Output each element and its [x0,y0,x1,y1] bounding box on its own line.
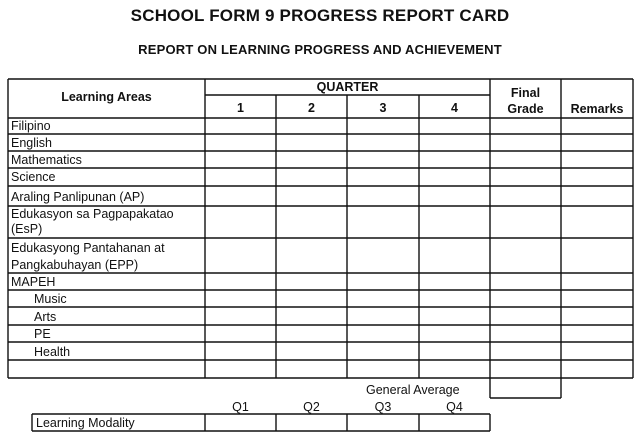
subject-science: Science [11,170,56,184]
modality-q2: Q2 [303,400,320,414]
subject-esp-line1: Edukasyon sa Pagpapakatao [11,207,174,221]
report-title: REPORT ON LEARNING PROGRESS AND ACHIEVEMENT [138,42,502,57]
general-average-cell[interactable] [490,378,561,398]
subject-araling-panlipunan: Araling Panlipunan (AP) [11,190,145,204]
subject-health: Health [34,345,71,359]
subject-esp-line2: (EsP) [11,222,43,236]
subject-mathematics: Mathematics [11,153,82,167]
learning-modality-label: Learning Modality [36,416,135,430]
subject-epp-line2: Pangkabuhayan (EPP) [11,258,139,272]
header-quarter-1: 1 [237,101,244,115]
header-grade: Grade [507,102,544,116]
subject-epp-line1: Edukasyong Pantahanan at [11,241,165,255]
subject-english: English [11,136,52,150]
subject-pe: PE [34,327,51,341]
general-average-label: General Average [366,383,460,397]
header-quarter-4: 4 [451,101,458,115]
subject-arts: Arts [34,310,57,324]
subject-filipino: Filipino [11,119,51,133]
modality-q3: Q3 [374,400,392,414]
header-quarter-3: 3 [379,101,387,115]
modality-q4: Q4 [446,400,463,414]
header-final: Final [510,86,541,100]
subject-mapeh: MAPEH [11,275,56,289]
modality-q1: Q1 [232,400,249,414]
form-title: SCHOOL FORM 9 PROGRESS REPORT CARD [130,6,510,25]
header-quarter-2: 2 [308,101,315,115]
header-learning-areas: Learning Areas [61,90,152,104]
subject-music: Music [34,292,67,306]
header-quarter: QUARTER [316,80,379,94]
header-remarks: Remarks [570,102,624,116]
